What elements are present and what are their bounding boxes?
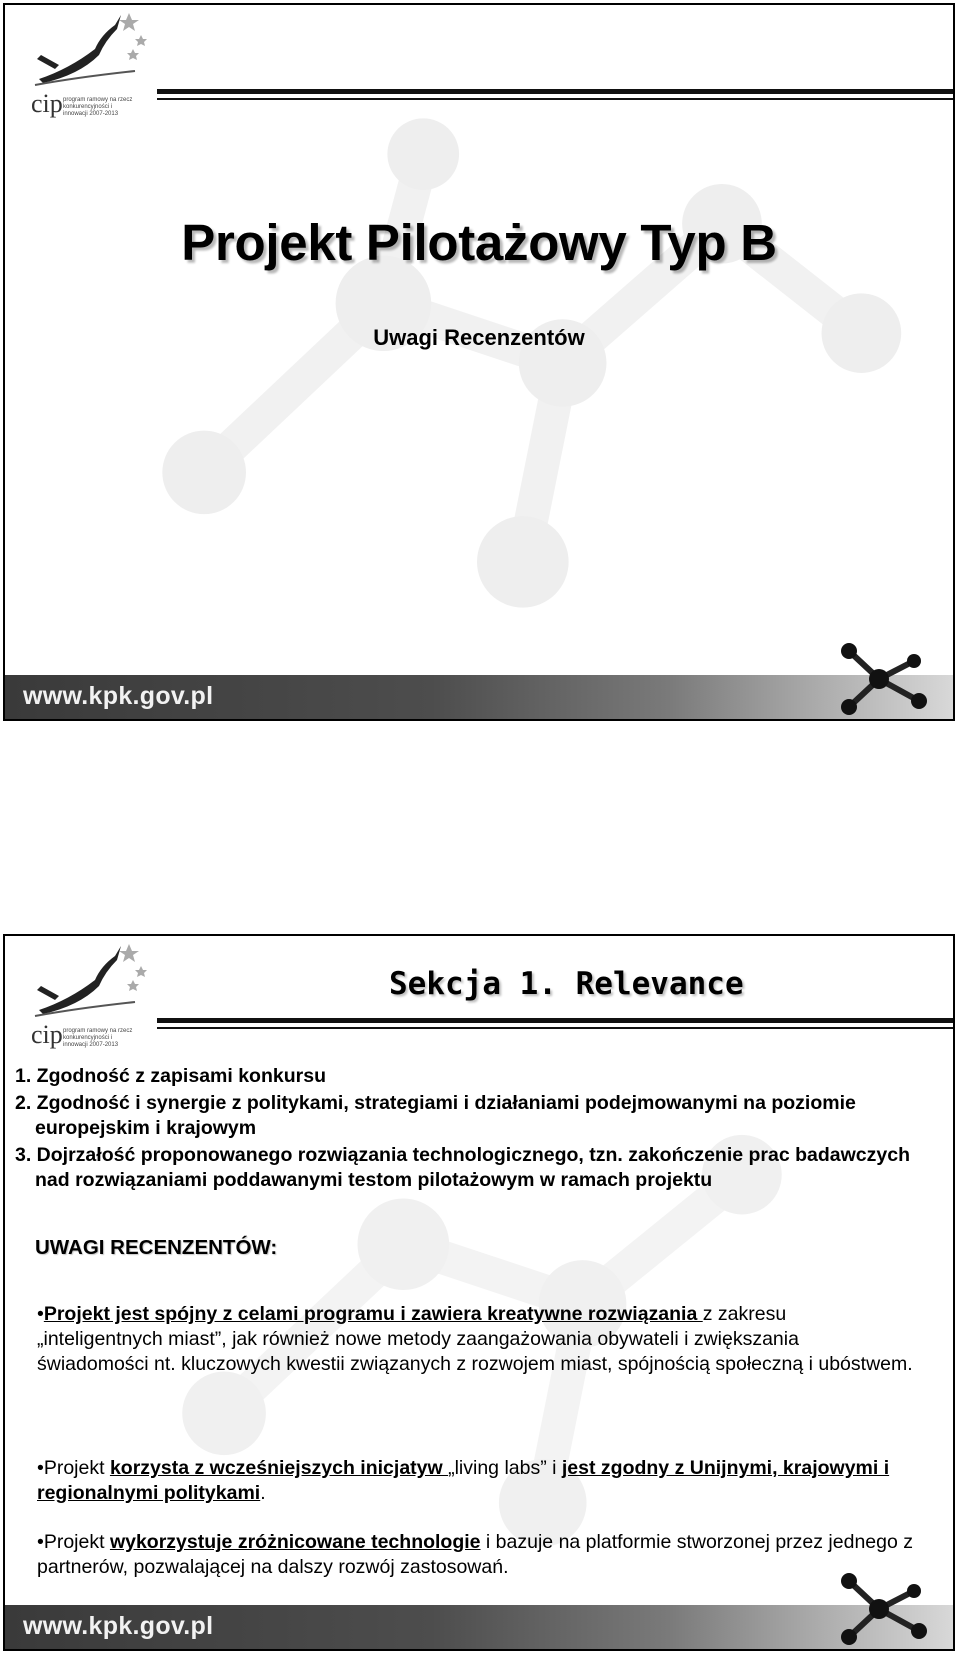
review-paragraph-1 (37, 1302, 913, 1377)
criterion-item: 3. Dojrzałość proponowanego rozwiązania technologicznego, tzn. zakończenie prac badawczych nad rozwiązaniami poddawanymi testom pilotażowym w ramach projektu (15, 1144, 911, 1191)
paragraph-text: Projekt (43, 1531, 110, 1553)
emphasis-text: korzysta z wcześniejszych inicjatyw (109, 1457, 449, 1479)
criterion-item: 2. Zgodność i synergie z politykami, strategiami i działaniami podejmowanymi na poziomie europejskim i krajowym (15, 1092, 856, 1139)
molecule-icon (819, 1571, 939, 1647)
logo-text: cip (31, 89, 63, 118)
header-rule-thin (157, 1027, 953, 1029)
paragraph-text: „living labs” i (448, 1457, 562, 1479)
logo-text: cip (31, 1020, 63, 1049)
review-paragraph-3 (37, 1530, 913, 1580)
slide-1 (3, 3, 955, 721)
gazelle-icon (29, 940, 149, 1020)
paragraph-text: Projekt (43, 1457, 110, 1479)
cip-logo (29, 940, 149, 1048)
gazelle-icon (29, 9, 149, 89)
slide-title: Projekt Pilotażowy Typ B (181, 214, 777, 271)
footer-url: www.kpk.gov.pl (23, 1612, 214, 1640)
logo-subtitle: program ramowy na rzecz konkurencyjności i innowacji 2007-2013 (63, 97, 133, 117)
section-title: Sekcja 1. Relevance (389, 966, 744, 1002)
slide-2 (3, 934, 955, 1651)
slide-subtitle: Uwagi Recenzentów (373, 325, 585, 350)
logo-subtitle: program ramowy na rzecz konkurencyjności i innowacji 2007-2013 (63, 1028, 133, 1048)
review-paragraph-2 (37, 1456, 913, 1506)
footer-bar (5, 675, 953, 719)
paragraph-text: z zakresu „inteligentnych miast”, jak również nowe metody zaangażowania obywateli i zwiększania świadomości nt. kluczowych kwestii związanych z rozwojem miast, spójnością społeczną i ubóstwem. (37, 1303, 913, 1375)
header-rule (157, 89, 953, 94)
reviewers-heading: UWAGI RECENZENTÓW: (35, 1236, 278, 1259)
bullet: • (37, 1531, 44, 1553)
paragraph-text: . (260, 1482, 266, 1504)
bullet: • (37, 1457, 44, 1479)
header-rule-thin (157, 98, 953, 100)
bullet: • (37, 1303, 44, 1325)
emphasis-text: wykorzystuje zróżnicowane technologie (109, 1531, 481, 1553)
molecule-icon (819, 641, 939, 717)
footer-bar (5, 1605, 953, 1649)
criteria-list (15, 1064, 935, 1195)
header-rule (157, 1018, 953, 1023)
criterion-item: 1. Zgodność z zapisami konkursu (15, 1065, 326, 1087)
paragraph-text: i bazuje na platformie stworzonej przez jednego z partnerów, pozwalającej na dalszy rozwój zastosowań. (37, 1531, 914, 1578)
emphasis-text: jest zgodny z Unijnymi, krajowymi i regionalnymi politykami (37, 1457, 890, 1504)
footer-url: www.kpk.gov.pl (23, 682, 214, 710)
cip-logo (29, 9, 149, 117)
emphasis-text: Projekt jest spójny z celami programu i zawiera kreatywne rozwiązania (43, 1303, 703, 1325)
